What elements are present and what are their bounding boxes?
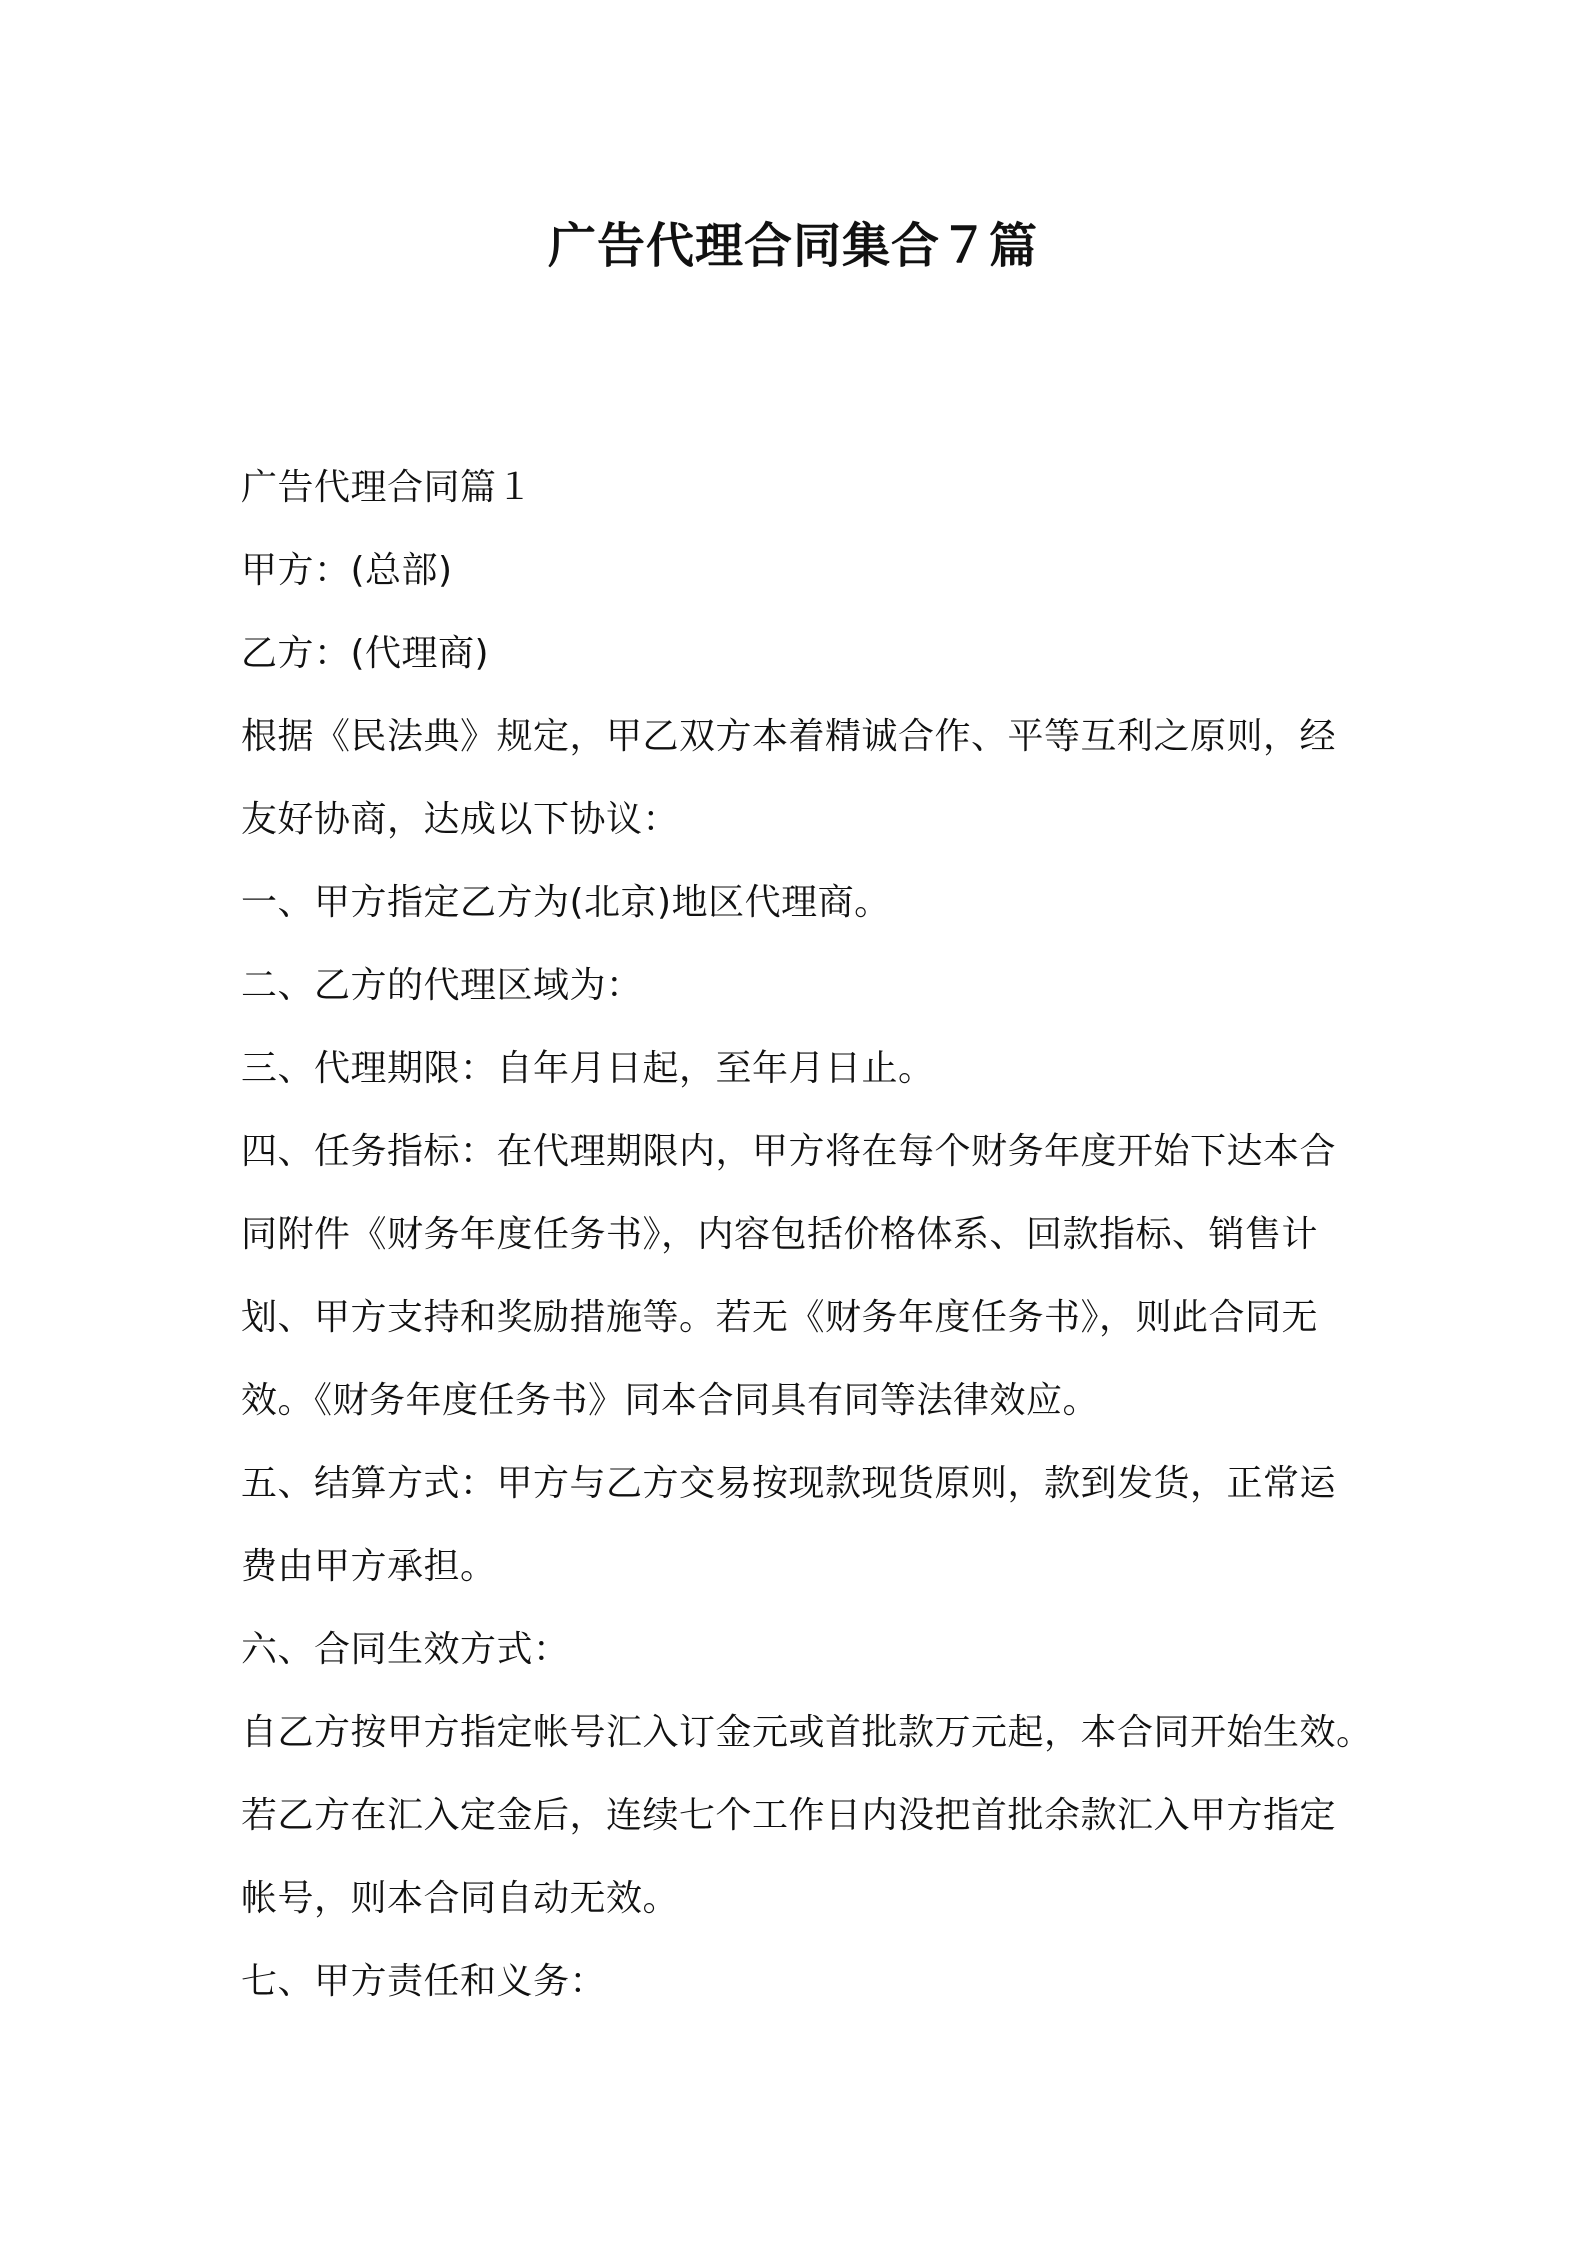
document-title: 广告代理合同集合７篇 bbox=[547, 218, 1038, 274]
body-line: 自乙方按甲方指定帐号汇入订金元或首批款万元起，本合同开始生效。 bbox=[241, 1712, 1373, 1753]
clause-line: 七、甲方责任和义务： bbox=[241, 1961, 607, 2002]
clause-line: 三、代理期限：自年月日起，至年月日止。 bbox=[241, 1048, 935, 1089]
body-line: 效。《财务年度任务书》同本合同具有同等法律效应。 bbox=[241, 1380, 1100, 1421]
body-line: 费由甲方承担。 bbox=[241, 1546, 497, 1587]
body-line: 友好协商，达成以下协议： bbox=[241, 799, 680, 840]
party-a-line: 甲方：(总部) bbox=[241, 550, 453, 591]
clause-line: 二、乙方的代理区域为： bbox=[241, 965, 643, 1006]
body-line: 帐号，则本合同自动无效。 bbox=[241, 1878, 680, 1919]
clause-line: 一、甲方指定乙方为(北京)地区代理商。 bbox=[241, 882, 891, 923]
body-line: 根据《民法典》规定，甲乙双方本着精诚合作、平等互利之原则，经 bbox=[241, 716, 1337, 757]
document-body bbox=[241, 446, 1373, 2023]
clause-line: 四、任务指标：在代理期限内，甲方将在每个财务年度开始下达本合 bbox=[241, 1131, 1337, 1172]
body-line: 同附件《财务年度任务书》，内容包括价格体系、回款指标、销售计 bbox=[241, 1214, 1319, 1255]
section-heading: 广告代理合同篇１ bbox=[241, 467, 534, 508]
body-line: 若乙方在汇入定金后，连续七个工作日内没把首批余款汇入甲方指定 bbox=[241, 1795, 1337, 1836]
party-b-line: 乙方：(代理商) bbox=[241, 633, 490, 674]
clause-line: 六、合同生效方式： bbox=[241, 1629, 570, 1670]
clause-line: 五、结算方式：甲方与乙方交易按现款现货原则，款到发货，正常运 bbox=[241, 1463, 1337, 1504]
body-line: 划、甲方支持和奖励措施等。若无《财务年度任务书》，则此合同无 bbox=[241, 1297, 1319, 1338]
